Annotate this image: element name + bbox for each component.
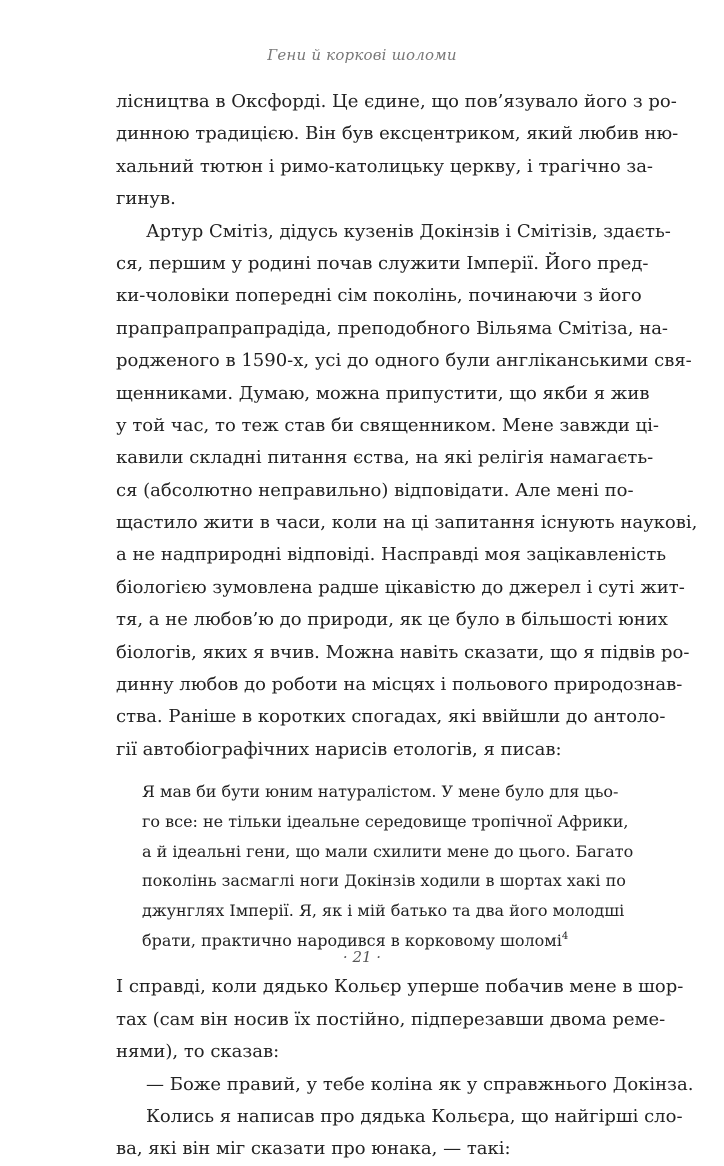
text-line: ва, які він міг сказати про юнака, — такі: [116,1138,511,1160]
body-text [116,86,698,1166]
text-line: родженого в 1590-х, усі до одного були англіканськими свя- [116,350,692,372]
text-line: динною традицією. Він був ексцентриком, який любив ню- [116,123,679,145]
text-line: а не надприродні відповіді. Насправді моя зацікавленість [116,544,667,566]
quote-line: го все: не тільки ідеальне середовище тропічної Африки, [142,811,629,831]
dialogue-line: — Боже правий, у тебе коліна як у справжнього Докінза. [146,1073,694,1095]
text-line: І справді, коли дядько Кольєр уперше побачив мене в шор- [116,976,684,998]
text-line: лісництва в Оксфорді. Це єдине, що пов’язувало його з ро- [116,91,677,112]
text-line: ства. Раніше в коротких спогадах, які ввійшли до антоло- [116,706,666,728]
text-line: нями), то сказав: [116,1041,280,1063]
text-line: щастило жити в часи, коли на ці запитання існують наукові, [116,512,698,534]
text-line: хальний тютюн і римо-католицьку церкву, і трагічно за- [116,155,654,177]
text-line: ся (абсолютно неправильно) відповідати. Але мені по- [116,479,634,501]
text-line: прапрапрапрапрадіда, преподобного Вільяма Смітіза, на- [116,317,669,339]
text-line: біологією зумовлена радше цікавістю до джерел і суті жит- [116,576,685,598]
text-line: щенниками. Думаю, можна припустити, що якби я жив [116,382,650,404]
text-line: тя, а не любов’ю до природи, як це було в більшості юних [116,609,668,631]
footnote-marker[interactable]: 4 [561,930,569,942]
text-line: біологів, яких я вчив. Можна навіть сказати, що я підвів ро- [116,641,690,663]
running-head: Гени й коркові шоломи [267,46,457,64]
quote-line: джунглях Імперії. Я, як і мій батько та два його молодші [142,900,625,920]
text-line: ся, першим у родині почав служити Імперії. Його пред- [116,252,649,274]
text-line: гинув. [116,188,176,210]
quote-line-text: брати, практично народився в корковому шоломі [142,930,562,950]
page-number: · 21 · [342,948,382,966]
block-quote [116,777,634,955]
text-line: Колись я написав про дядька Кольєра, що найгірші сло- [146,1105,683,1127]
quote-line: поколінь засмаглі ноги Докінзів ходили в шортах хакі по [142,871,626,891]
text-line: тах (сам він носив їх постійно, підперезавши двома реме- [116,1008,666,1030]
text-line: динну любов до роботи на місцях і польового природознав- [116,674,683,696]
text-line: кавили складні питання єства, на які релігія намагаєть- [116,447,654,469]
quote-line: Я мав би бути юним натуралістом. У мене було для цьо- [142,782,619,802]
text-line: гії автобіографічних нарисів етологів, я писав: [116,738,562,760]
text-line: Артур Смітіз, дідусь кузенів Докінзів і Смітізів, здаєть- [146,220,671,242]
text-line: у той час, то теж став би священником. Мене завжди ці- [116,414,659,436]
text-line: ки-чоловіки попередні сім поколінь, починаючи з його [116,285,642,307]
quote-line: а й ідеальні гени, що мали схилити мене до цього. Багато [142,841,634,861]
